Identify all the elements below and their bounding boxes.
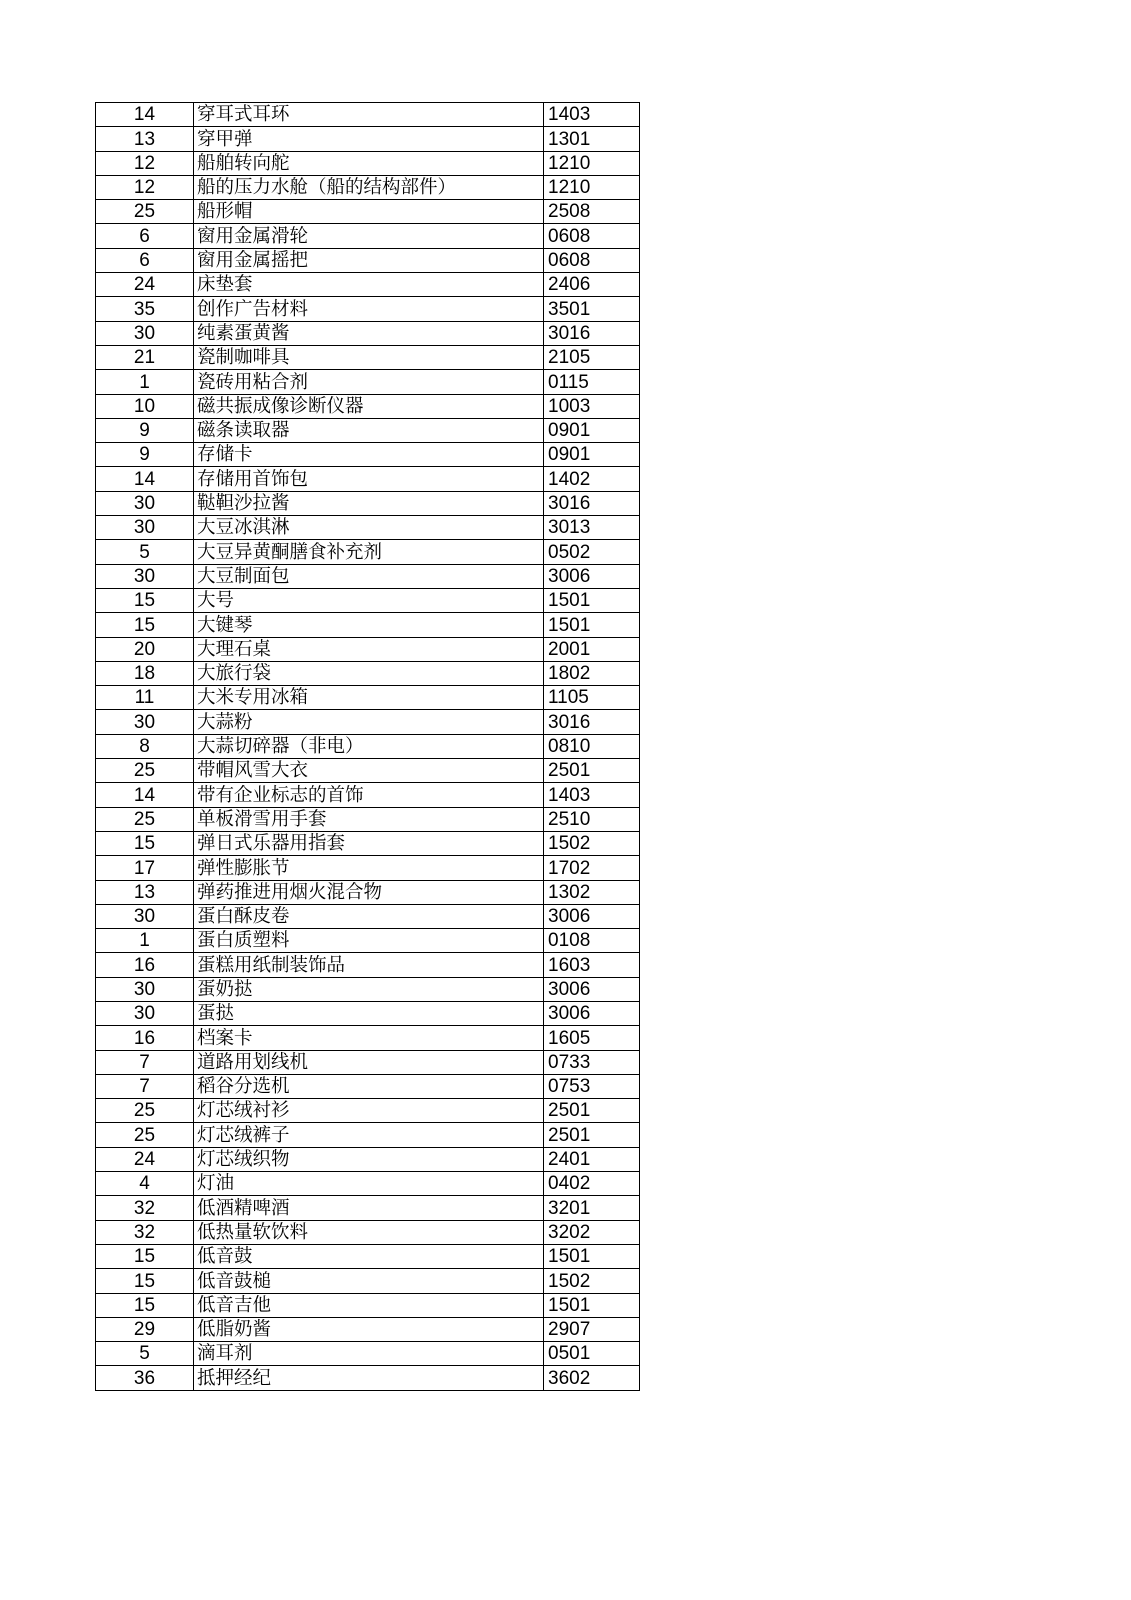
class-number-cell: 35 bbox=[96, 297, 194, 321]
goods-name-cell: 大旅行袋 bbox=[194, 661, 544, 685]
class-number-cell: 8 bbox=[96, 734, 194, 758]
class-number-cell: 36 bbox=[96, 1366, 194, 1390]
group-code-cell: 3501 bbox=[544, 297, 640, 321]
group-code-cell: 3006 bbox=[544, 977, 640, 1001]
class-number-cell: 30 bbox=[96, 321, 194, 345]
class-number-cell: 30 bbox=[96, 977, 194, 1001]
table-row bbox=[96, 734, 640, 758]
class-number-cell: 32 bbox=[96, 1196, 194, 1220]
group-code-cell: 0901 bbox=[544, 443, 640, 467]
class-number-cell: 15 bbox=[96, 1269, 194, 1293]
table-row bbox=[96, 1342, 640, 1366]
class-number-cell: 6 bbox=[96, 248, 194, 272]
group-code-cell: 3016 bbox=[544, 321, 640, 345]
group-code-cell: 1210 bbox=[544, 151, 640, 175]
goods-name-cell: 创作广告材料 bbox=[194, 297, 544, 321]
goods-name-cell: 船舶转向舵 bbox=[194, 151, 544, 175]
table-row bbox=[96, 880, 640, 904]
group-code-cell: 0733 bbox=[544, 1050, 640, 1074]
table-row bbox=[96, 1172, 640, 1196]
goods-name-cell: 灯芯绒衬衫 bbox=[194, 1099, 544, 1123]
group-code-cell: 1502 bbox=[544, 831, 640, 855]
table-row bbox=[96, 710, 640, 734]
class-number-cell: 15 bbox=[96, 613, 194, 637]
table-row bbox=[96, 953, 640, 977]
goods-name-cell: 存储用首饰包 bbox=[194, 467, 544, 491]
table-row bbox=[96, 929, 640, 953]
group-code-cell: 1501 bbox=[544, 613, 640, 637]
goods-name-cell: 穿甲弹 bbox=[194, 127, 544, 151]
goods-name-cell: 磁条读取器 bbox=[194, 418, 544, 442]
goods-name-cell: 窗用金属滑轮 bbox=[194, 224, 544, 248]
class-number-cell: 29 bbox=[96, 1317, 194, 1341]
table-row bbox=[96, 807, 640, 831]
table-row bbox=[96, 831, 640, 855]
group-code-cell: 2501 bbox=[544, 1099, 640, 1123]
class-number-cell: 25 bbox=[96, 200, 194, 224]
class-number-cell: 25 bbox=[96, 759, 194, 783]
group-code-cell: 0402 bbox=[544, 1172, 640, 1196]
class-number-cell: 4 bbox=[96, 1172, 194, 1196]
class-number-cell: 9 bbox=[96, 443, 194, 467]
goods-name-cell: 大豆制面包 bbox=[194, 564, 544, 588]
group-code-cell: 1501 bbox=[544, 1244, 640, 1268]
goods-name-cell: 大豆异黄酮膳食补充剂 bbox=[194, 540, 544, 564]
class-number-cell: 12 bbox=[96, 175, 194, 199]
group-code-cell: 1402 bbox=[544, 467, 640, 491]
group-code-cell: 0810 bbox=[544, 734, 640, 758]
goods-name-cell: 弹性膨胀节 bbox=[194, 856, 544, 880]
class-number-cell: 25 bbox=[96, 1123, 194, 1147]
class-number-cell: 14 bbox=[96, 467, 194, 491]
table-row bbox=[96, 297, 640, 321]
group-code-cell: 2401 bbox=[544, 1147, 640, 1171]
goods-name-cell: 床垫套 bbox=[194, 273, 544, 297]
goods-name-cell: 低热量软饮料 bbox=[194, 1220, 544, 1244]
table-row bbox=[96, 856, 640, 880]
table-row bbox=[96, 394, 640, 418]
table-row bbox=[96, 637, 640, 661]
goods-name-cell: 道路用划线机 bbox=[194, 1050, 544, 1074]
goods-name-cell: 存储卡 bbox=[194, 443, 544, 467]
group-code-cell: 2501 bbox=[544, 759, 640, 783]
group-code-cell: 0501 bbox=[544, 1342, 640, 1366]
group-code-cell: 3016 bbox=[544, 710, 640, 734]
class-number-cell: 14 bbox=[96, 103, 194, 127]
group-code-cell: 3006 bbox=[544, 564, 640, 588]
class-number-cell: 24 bbox=[96, 1147, 194, 1171]
class-number-cell: 25 bbox=[96, 807, 194, 831]
group-code-cell: 3201 bbox=[544, 1196, 640, 1220]
table-row bbox=[96, 345, 640, 369]
class-number-cell: 16 bbox=[96, 953, 194, 977]
group-code-cell: 1802 bbox=[544, 661, 640, 685]
table-row bbox=[96, 224, 640, 248]
table-row bbox=[96, 783, 640, 807]
goods-name-cell: 蛋糕用纸制装饰品 bbox=[194, 953, 544, 977]
class-number-cell: 30 bbox=[96, 564, 194, 588]
goods-name-cell: 低酒精啤酒 bbox=[194, 1196, 544, 1220]
class-number-cell: 25 bbox=[96, 1099, 194, 1123]
table-row bbox=[96, 1099, 640, 1123]
class-number-cell: 13 bbox=[96, 127, 194, 151]
group-code-cell: 1003 bbox=[544, 394, 640, 418]
class-number-cell: 7 bbox=[96, 1074, 194, 1098]
goods-name-cell: 灯油 bbox=[194, 1172, 544, 1196]
class-number-cell: 32 bbox=[96, 1220, 194, 1244]
group-code-cell: 1501 bbox=[544, 588, 640, 612]
goods-name-cell: 瓷砖用粘合剂 bbox=[194, 370, 544, 394]
group-code-cell: 3016 bbox=[544, 491, 640, 515]
table-row bbox=[96, 273, 640, 297]
table-row bbox=[96, 1026, 640, 1050]
table-row bbox=[96, 759, 640, 783]
table-row bbox=[96, 1269, 640, 1293]
class-number-cell: 12 bbox=[96, 151, 194, 175]
table-row bbox=[96, 1244, 640, 1268]
class-number-cell: 16 bbox=[96, 1026, 194, 1050]
group-code-cell: 1403 bbox=[544, 103, 640, 127]
table-row bbox=[96, 661, 640, 685]
group-code-cell: 1302 bbox=[544, 880, 640, 904]
group-code-cell: 0901 bbox=[544, 418, 640, 442]
goods-name-cell: 大蒜切碎器（非电） bbox=[194, 734, 544, 758]
group-code-cell: 2510 bbox=[544, 807, 640, 831]
goods-name-cell: 蛋白酥皮卷 bbox=[194, 904, 544, 928]
group-code-cell: 1502 bbox=[544, 1269, 640, 1293]
class-number-cell: 30 bbox=[96, 904, 194, 928]
goods-name-cell: 低音鼓槌 bbox=[194, 1269, 544, 1293]
table-row bbox=[96, 1220, 640, 1244]
table-row bbox=[96, 370, 640, 394]
goods-name-cell: 大米专用冰箱 bbox=[194, 686, 544, 710]
table-row bbox=[96, 127, 640, 151]
goods-name-cell: 低音吉他 bbox=[194, 1293, 544, 1317]
goods-name-cell: 大豆冰淇淋 bbox=[194, 516, 544, 540]
group-code-cell: 1105 bbox=[544, 686, 640, 710]
group-code-cell: 3006 bbox=[544, 1001, 640, 1025]
goods-name-cell: 船的压力水舱（船的结构部件） bbox=[194, 175, 544, 199]
table-row bbox=[96, 1317, 640, 1341]
table-body bbox=[96, 103, 640, 1391]
class-number-cell: 5 bbox=[96, 540, 194, 564]
class-number-cell: 5 bbox=[96, 1342, 194, 1366]
goods-name-cell: 大蒜粉 bbox=[194, 710, 544, 734]
goods-name-cell: 穿耳式耳环 bbox=[194, 103, 544, 127]
goods-name-cell: 弹药推进用烟火混合物 bbox=[194, 880, 544, 904]
table-row bbox=[96, 516, 640, 540]
table-row bbox=[96, 588, 640, 612]
table-row bbox=[96, 1050, 640, 1074]
table-row bbox=[96, 1074, 640, 1098]
table-row bbox=[96, 686, 640, 710]
table-row bbox=[96, 1001, 640, 1025]
group-code-cell: 0115 bbox=[544, 370, 640, 394]
group-code-cell: 1605 bbox=[544, 1026, 640, 1050]
table-row bbox=[96, 1196, 640, 1220]
table-row bbox=[96, 467, 640, 491]
group-code-cell: 1702 bbox=[544, 856, 640, 880]
class-number-cell: 24 bbox=[96, 273, 194, 297]
table-row bbox=[96, 613, 640, 637]
goods-name-cell: 带有企业标志的首饰 bbox=[194, 783, 544, 807]
goods-name-cell: 档案卡 bbox=[194, 1026, 544, 1050]
class-number-cell: 30 bbox=[96, 710, 194, 734]
table-row bbox=[96, 904, 640, 928]
group-code-cell: 1210 bbox=[544, 175, 640, 199]
table-row bbox=[96, 1293, 640, 1317]
table-row bbox=[96, 564, 640, 588]
class-number-cell: 1 bbox=[96, 929, 194, 953]
table-row bbox=[96, 321, 640, 345]
group-code-cell: 2501 bbox=[544, 1123, 640, 1147]
class-number-cell: 11 bbox=[96, 686, 194, 710]
goods-name-cell: 滴耳剂 bbox=[194, 1342, 544, 1366]
goods-name-cell: 带帽风雪大衣 bbox=[194, 759, 544, 783]
class-number-cell: 30 bbox=[96, 491, 194, 515]
group-code-cell: 2907 bbox=[544, 1317, 640, 1341]
group-code-cell: 3602 bbox=[544, 1366, 640, 1390]
goods-name-cell: 蛋奶挞 bbox=[194, 977, 544, 1001]
goods-name-cell: 蛋挞 bbox=[194, 1001, 544, 1025]
group-code-cell: 0753 bbox=[544, 1074, 640, 1098]
goods-name-cell: 鞑靼沙拉酱 bbox=[194, 491, 544, 515]
group-code-cell: 3013 bbox=[544, 516, 640, 540]
table-row bbox=[96, 1147, 640, 1171]
group-code-cell: 1301 bbox=[544, 127, 640, 151]
goods-name-cell: 纯素蛋黄酱 bbox=[194, 321, 544, 345]
goods-name-cell: 大理石桌 bbox=[194, 637, 544, 661]
goods-name-cell: 蛋白质塑料 bbox=[194, 929, 544, 953]
table-row bbox=[96, 248, 640, 272]
goods-name-cell: 低音鼓 bbox=[194, 1244, 544, 1268]
class-number-cell: 10 bbox=[96, 394, 194, 418]
class-number-cell: 14 bbox=[96, 783, 194, 807]
goods-name-cell: 大键琴 bbox=[194, 613, 544, 637]
class-number-cell: 30 bbox=[96, 1001, 194, 1025]
group-code-cell: 1403 bbox=[544, 783, 640, 807]
class-number-cell: 20 bbox=[96, 637, 194, 661]
goods-name-cell: 稻谷分选机 bbox=[194, 1074, 544, 1098]
table-row bbox=[96, 443, 640, 467]
class-number-cell: 15 bbox=[96, 588, 194, 612]
goods-name-cell: 船形帽 bbox=[194, 200, 544, 224]
group-code-cell: 1603 bbox=[544, 953, 640, 977]
table-row bbox=[96, 977, 640, 1001]
group-code-cell: 2406 bbox=[544, 273, 640, 297]
group-code-cell: 1501 bbox=[544, 1293, 640, 1317]
goods-name-cell: 单板滑雪用手套 bbox=[194, 807, 544, 831]
goods-name-cell: 灯芯绒织物 bbox=[194, 1147, 544, 1171]
goods-classification-table bbox=[95, 102, 640, 1391]
group-code-cell: 0608 bbox=[544, 224, 640, 248]
goods-name-cell: 磁共振成像诊断仪器 bbox=[194, 394, 544, 418]
goods-name-cell: 弹日式乐器用指套 bbox=[194, 831, 544, 855]
group-code-cell: 0608 bbox=[544, 248, 640, 272]
table-row bbox=[96, 540, 640, 564]
class-number-cell: 21 bbox=[96, 345, 194, 369]
table-row bbox=[96, 151, 640, 175]
table-row bbox=[96, 491, 640, 515]
goods-name-cell: 大号 bbox=[194, 588, 544, 612]
table-row bbox=[96, 200, 640, 224]
group-code-cell: 0502 bbox=[544, 540, 640, 564]
group-code-cell: 2105 bbox=[544, 345, 640, 369]
class-number-cell: 1 bbox=[96, 370, 194, 394]
class-number-cell: 15 bbox=[96, 1244, 194, 1268]
table-row bbox=[96, 175, 640, 199]
goods-name-cell: 抵押经纪 bbox=[194, 1366, 544, 1390]
goods-name-cell: 低脂奶酱 bbox=[194, 1317, 544, 1341]
goods-name-cell: 窗用金属摇把 bbox=[194, 248, 544, 272]
class-number-cell: 17 bbox=[96, 856, 194, 880]
group-code-cell: 2508 bbox=[544, 200, 640, 224]
class-number-cell: 6 bbox=[96, 224, 194, 248]
group-code-cell: 3202 bbox=[544, 1220, 640, 1244]
class-number-cell: 30 bbox=[96, 516, 194, 540]
class-number-cell: 7 bbox=[96, 1050, 194, 1074]
class-number-cell: 15 bbox=[96, 831, 194, 855]
class-number-cell: 15 bbox=[96, 1293, 194, 1317]
class-number-cell: 9 bbox=[96, 418, 194, 442]
table-row bbox=[96, 1123, 640, 1147]
group-code-cell: 3006 bbox=[544, 904, 640, 928]
group-code-cell: 2001 bbox=[544, 637, 640, 661]
class-number-cell: 18 bbox=[96, 661, 194, 685]
table-row bbox=[96, 1366, 640, 1390]
goods-name-cell: 灯芯绒裤子 bbox=[194, 1123, 544, 1147]
table-row bbox=[96, 103, 640, 127]
class-number-cell: 13 bbox=[96, 880, 194, 904]
group-code-cell: 0108 bbox=[544, 929, 640, 953]
table-row bbox=[96, 418, 640, 442]
goods-name-cell: 瓷制咖啡具 bbox=[194, 345, 544, 369]
